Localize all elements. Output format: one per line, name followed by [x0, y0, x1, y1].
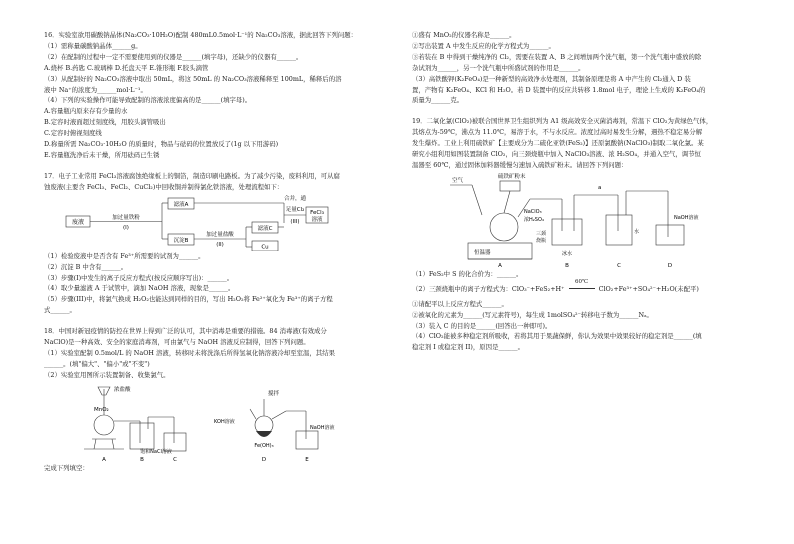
q18-line: （1）实验室配制 0.5mol/L 的 NaOH 溶液，转移时未将洗涤后所得氢氧化钠溶液冷却至室温，其结果: [44, 348, 335, 357]
flow-label: (II): [216, 241, 224, 248]
q17-flowchart: [44, 193, 396, 251]
fig-letter-d: D: [261, 456, 267, 463]
flow-label: (I): [123, 224, 129, 231]
q18c-line: ②写出装置 A 中发生反应的化学方程式为______。: [412, 41, 555, 50]
q19-line: （4）ClO₂能被多种稳定剂所吸收，若将其用于果蔬保鲜，你认为效果中效果较好的稳定剂是______(填: [412, 332, 702, 341]
flow-label: 滤液A: [173, 201, 189, 208]
q18c-line: ③若装在 B 中得到干燥纯净的 Cl₂，需要在装置 A、B 之间增加两个洗气瓶，第一个洗气瓶中盛放的除: [412, 52, 702, 61]
fig-label: NaOH溶液: [674, 214, 699, 221]
flow-label: 合并，通: [283, 195, 307, 202]
q17-line: 17．电子工业常用 FeCl₃溶液腐蚀绝缘板上的铜箔，制造印刷电路板。为了减少污染，废料利用，可从腐: [44, 171, 340, 180]
fig-label: 恒温器: [474, 249, 491, 256]
q17-line: （4）取少量滤液 A 于试管中，滴加 NaOH 溶液，现象是______。: [44, 284, 235, 293]
q16-line: A.容量瓶内原来存有少量的水: [44, 107, 128, 116]
fig-label: MnO₂: [94, 406, 109, 413]
q19-line: 稳定剂 I 或稳定剂 II)，原因是______。: [412, 343, 525, 352]
q19-line: 19．二氧化氯(ClO₂)被联合国世界卫生组织列为 A1 级高效安全灭菌消毒剂，常温下 ClO₂为黄绿色气体，: [412, 117, 713, 126]
fig-letter-d: D: [667, 262, 673, 269]
fig-label: NaOH溶液: [310, 424, 335, 431]
clo2-apparatus-svg: [412, 171, 712, 269]
q17-line: 式______。: [44, 306, 76, 315]
q19-line: 其熔点为-59℃，沸点为 11.0℃，易溶于水，不与水反应。浓度过高时易发生分解，遇热不稳定易分解: [412, 128, 703, 137]
flow-label: FeCl₃: [310, 209, 324, 216]
q16-line: A.烧杯 B.药匙 C.玻璃棒 D.托盘天平 E.锥形瓶 F.胶头滴管: [44, 63, 209, 72]
equation-suffix: ClO₂+Fe³⁺+SO₄²⁻+H₂O(未配平): [598, 284, 699, 293]
equation-prefix: （2）三颈烧瓶中的离子方程式为：ClO₃⁻+FeS₂+H⁺: [412, 284, 565, 293]
fig-label: 浓H₂SO₄: [524, 216, 544, 223]
right-column: [412, 30, 758, 353]
fig-label: 饱和NaCl溶液: [140, 448, 172, 455]
question-18: [44, 326, 396, 473]
fig-letter-a: A: [102, 456, 106, 463]
flow-label: Cu: [261, 244, 269, 251]
q17-line: （2）沉淀 B 中含有______。: [44, 262, 128, 271]
q16-line: 16．实验室欲用碳酸钠晶体(Na₂CO₃·10H₂O)配制 480mL0.5mol·L⁻¹的 Na₂CO₃溶液，据此回答下列问题：: [44, 31, 358, 39]
q18-line: ______。(填"偏大"、"偏小"或"不变"): [44, 359, 150, 368]
reaction-condition: 60℃: [574, 278, 589, 285]
fig-letter-c: C: [173, 456, 177, 463]
fig-letter-b: B: [565, 262, 569, 269]
left-column: [44, 30, 396, 474]
q19-line: 温器至 60℃，通过固体加料器缓慢匀速加入硫铁矿粉末。请回答下列问题：: [412, 160, 628, 169]
flow-label: 废液: [71, 218, 85, 226]
fig-label: 硫铁矿粉末: [498, 173, 526, 180]
q19-line: 发生爆炸。工业上利用硫铁矿【主要成分为二硫化亚铁(FeS₂)】还原氯酸钠(NaClO₃)制取二氧化氯。某: [412, 139, 704, 148]
q16-line: B.定容时液面超过刻度线，用胶头滴管吸出: [44, 118, 166, 127]
q18c-line: ①盛有 MnO₂的仪器名称是______。: [412, 31, 516, 39]
question-18-continued: [412, 30, 758, 106]
fig-letter-a: A: [498, 262, 502, 269]
q19-line: ①请配平以上反应方程式______。: [412, 299, 508, 308]
fig-letter-b: B: [140, 456, 144, 463]
q18-ending: 完成下列填空：: [44, 463, 89, 472]
q16-line: （4）下列的实验操作可能导致配制的溶液浓度偏高的是______(填字母)。: [44, 96, 252, 105]
fig-letter-e: E: [305, 456, 309, 463]
chlorine-apparatus-svg: [44, 381, 344, 463]
q18-line: NaClO)是一种高效、安全的家庭消毒剂，可由氯气与 NaOH 溶液反应制得，回答下列问题。: [44, 338, 310, 347]
question-17: [44, 171, 396, 316]
q19-apparatus-figure: [412, 171, 758, 269]
fig-label: a: [598, 184, 602, 191]
q16-line: （3）从配制好的 Na₂CO₃溶液中取出 50mL，将这 50mL 的 Na₂CO₃溶液稀释至 100mL，稀释后的溶: [44, 74, 342, 83]
q16-line: （1）需称量碳酸钠晶体______g。: [44, 41, 142, 50]
fig-label: 三颈: [536, 230, 547, 237]
q16-line: E.容量瓶洗净后未干燥，所用砝码已生锈: [44, 150, 160, 159]
fig-label: 搅拌: [268, 390, 280, 397]
flow-label: 沉淀B: [173, 237, 189, 244]
flow-label: 溶液: [311, 216, 323, 223]
q16-line: D.称量所需 Na₂CO₃·10H₂O 的质量时，物品与砝码的位置放反了(1g 以下用游码): [44, 140, 279, 149]
reaction-arrow: [567, 278, 597, 295]
q16-line: C.定容时俯视刻度线: [44, 129, 102, 138]
flow-label: 加过量铁粉: [112, 214, 140, 221]
q18c-line: 杂试剂为______，另一个洗气瓶中所盛试剂的作用是______。: [412, 63, 585, 72]
q18-apparatus-figure: [44, 381, 396, 463]
flow-label: (III): [290, 218, 300, 225]
q19-line: 研究小组利用如图装置制备 ClO₂，向三颈烧瓶中加入 NaClO₃溶液、浓 H₂SO₄，并通入空气，调节恒: [412, 150, 701, 159]
fig-label: 空气: [452, 177, 464, 184]
q19-line: （3）装入 C 的目的是______(回答出一种即可)。: [412, 321, 552, 330]
flowchart-svg: [44, 193, 344, 251]
flow-label: 滤液C: [257, 225, 273, 232]
q18c-line: （3）高铁酸钾(K₂FeO₄)是一种新型的高效净水处理剂，其制备原理是将 A 中产生的 Cl₂通入 D 装: [412, 74, 691, 83]
q19-line: ②被氧化的元素为______(写元素符号)，每生成 1molSO₄²⁻转移电子数为______Nₐ。: [412, 310, 653, 319]
q19-subq-2: [412, 278, 758, 295]
fig-label: 烧瓶: [536, 237, 547, 244]
q18-line: 18．中国对新冠疫情的防控在世界上得到广泛的认可，其中消毒是重要的措施。84 消毒液(有效成分: [44, 327, 327, 336]
q16-line: （2）在配制的过程中一定不需要使用到的仪器是______(填字母)，还缺少的仪器有______。: [44, 52, 303, 61]
q16-line: 液中 Na⁺的浓度为______mol·L⁻¹。: [44, 85, 147, 94]
flow-label: 加过量盐酸: [206, 231, 234, 238]
fig-letter-c: C: [617, 262, 621, 269]
q18c-line: 置，产物有 K₂FeO₄、KCl 和 H₂O。若 D 装置中的反应共转移 1.8mol 电子，理论上生成的 K₂FeO₄的: [412, 85, 706, 94]
q17-line: （1）检验废液中是否含有 Fe³⁺所需要的试剂为______。: [44, 251, 205, 260]
fig-label: Fe(OH)₃: [254, 442, 274, 449]
fig-label: 水: [634, 228, 640, 235]
q18-line: （2）实验室用图所示装置制备、收集氯气。: [44, 370, 170, 379]
q18c-line: 质量为______克。: [412, 96, 464, 105]
fig-label: 冰水: [562, 250, 573, 257]
fig-label: 浓盐酸: [114, 386, 131, 393]
q17-line: （3）步骤(I)中发生的离子反应方程式(按反应顺序写出)：______。: [44, 273, 234, 282]
fig-label: KOH溶液: [214, 418, 235, 425]
fig-label: NaClO₃: [524, 208, 542, 215]
flow-label: 足量Cl₂: [285, 206, 305, 213]
question-16: [44, 30, 396, 161]
q17-line: 蚀废液(主要含 FeCl₃、FeCl₂、CuCl₂)中回收铜并制得氯化铁溶液，处理流程如下：: [44, 182, 284, 191]
q17-line: （5）步骤(III)中，将氯气换成 H₂O₂也能达到同样的目的，写出 H₂O₂将 Fe²⁺氧化为 Fe³⁺的离子方程: [44, 295, 333, 304]
q19-subq-1: （1）FeS₂中 S 的化合价为：______。: [412, 269, 523, 278]
question-19: [412, 116, 758, 353]
